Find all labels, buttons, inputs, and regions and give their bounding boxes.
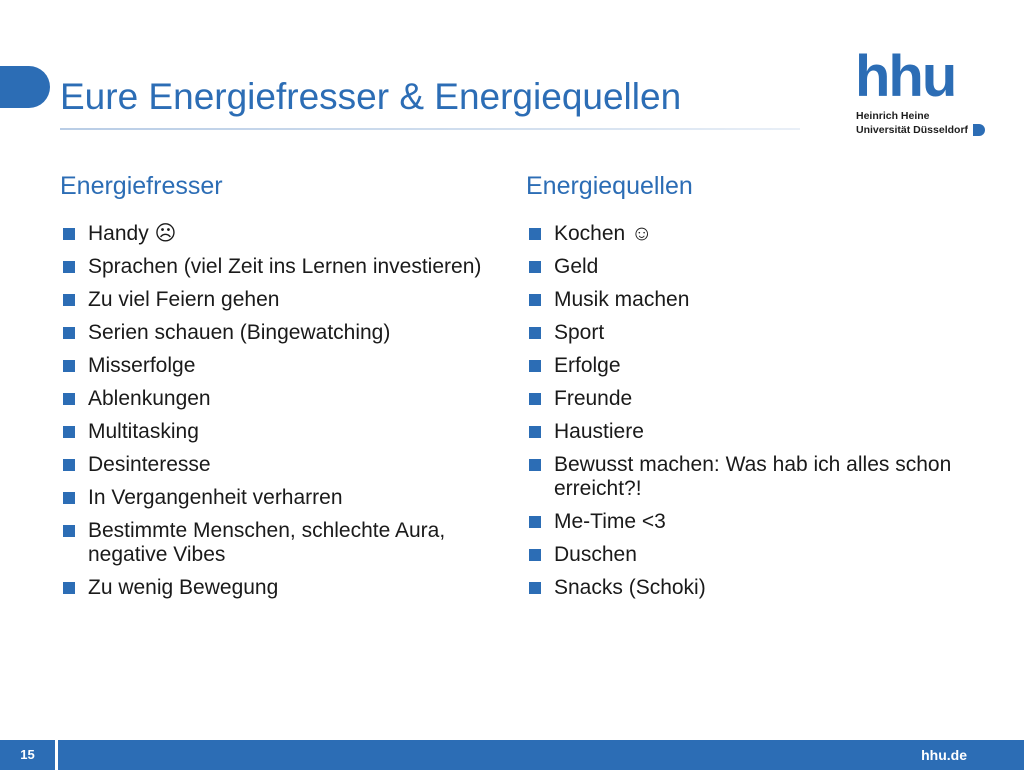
list-item: Freunde (526, 387, 966, 411)
footer-url: hhu.de (921, 747, 967, 763)
list-item: In Vergangenheit verharren (60, 486, 500, 510)
list-item: Handy ☹ (60, 222, 500, 246)
title-accent-tab (0, 66, 50, 108)
energiequellen-heading: Energiequellen (526, 172, 693, 200)
list-item: Duschen (526, 543, 966, 567)
list-item: Musik machen (526, 288, 966, 312)
list-item: Desinteresse (60, 453, 500, 477)
hhu-logo (855, 44, 990, 140)
footer (0, 740, 1024, 770)
logo-accent-mark (973, 124, 985, 136)
list-item: Kochen ☺ (526, 222, 966, 246)
list-item: Bestimmte Menschen, schlechte Aura, negative Vibes (60, 519, 500, 567)
list-item: Sport (526, 321, 966, 345)
logo-wordmark: hhu (855, 44, 956, 109)
list-item: Zu wenig Bewegung (60, 576, 500, 600)
energiequellen-column (526, 170, 966, 609)
list-item: Haustiere (526, 420, 966, 444)
list-item: Serien schauen (Bingewatching) (60, 321, 500, 345)
energiefresser-heading: Energiefresser (60, 172, 223, 200)
footer-bar (58, 740, 1024, 770)
list-item: Erfolge (526, 354, 966, 378)
energiefresser-column (60, 170, 500, 609)
list-item: Sprachen (viel Zeit ins Lernen investieren) (60, 255, 500, 279)
list-item: Multitasking (60, 420, 500, 444)
energiefresser-list (60, 222, 500, 600)
logo-line-2: Universität Düsseldorf (856, 124, 969, 136)
title-underline (60, 128, 800, 130)
list-item: Misserfolge (60, 354, 500, 378)
page-number: 15 (0, 740, 55, 770)
slide-title: Eure Energiefresser & Energiequellen (60, 76, 682, 117)
list-item: Bewusst machen: Was hab ich alles schon erreicht?! (526, 453, 966, 501)
list-item: Zu viel Feiern gehen (60, 288, 500, 312)
list-item: Geld (526, 255, 966, 279)
logo-line-1: Heinrich Heine (856, 110, 930, 122)
list-item: Me-Time <3 (526, 510, 966, 534)
list-item: Snacks (Schoki) (526, 576, 966, 600)
list-item: Ablenkungen (60, 387, 500, 411)
energiequellen-list (526, 222, 966, 600)
